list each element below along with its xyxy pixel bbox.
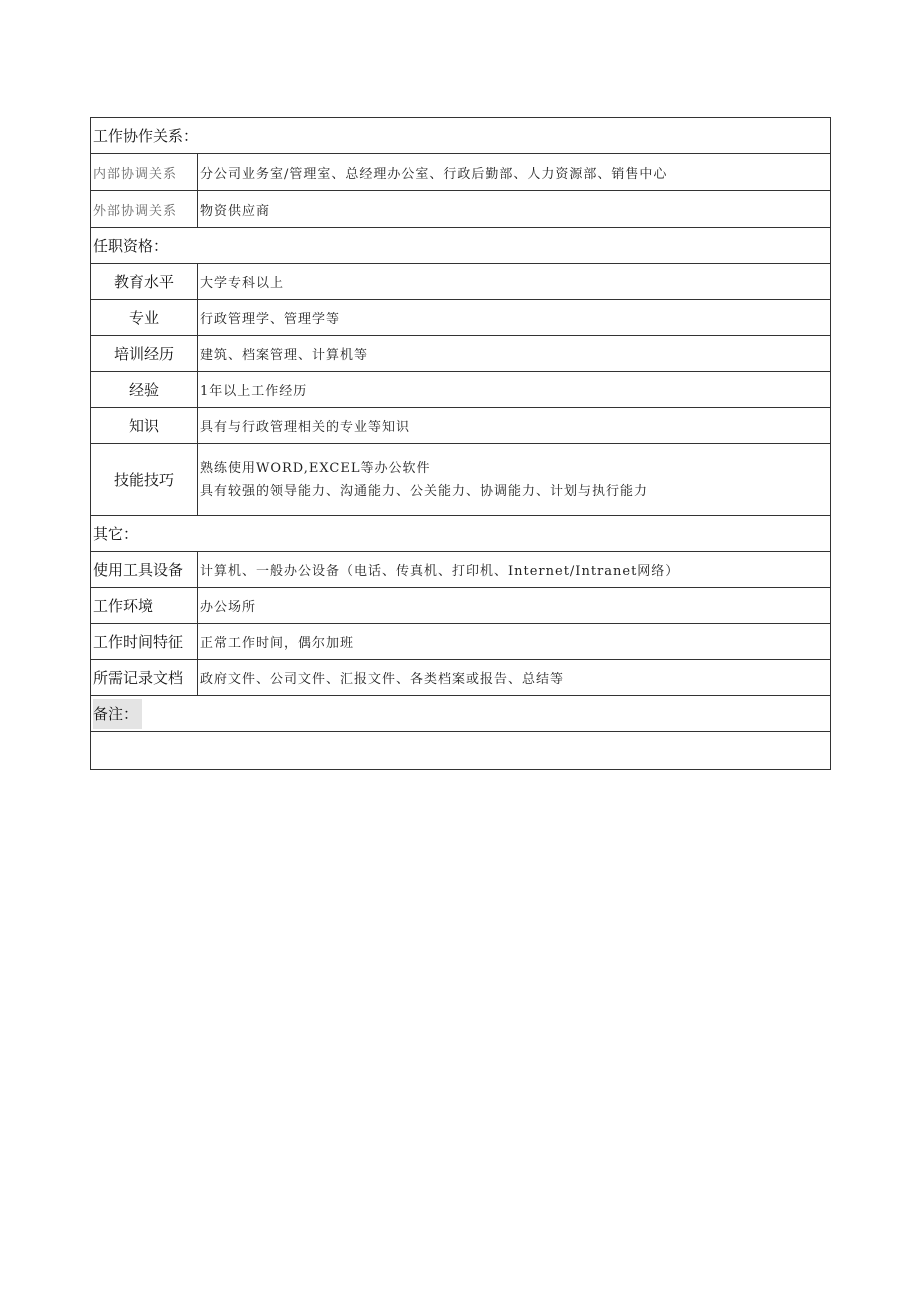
row-value-environment: 办公场所 bbox=[198, 588, 831, 624]
remarks-content-row bbox=[91, 732, 831, 770]
row-value-skills bbox=[198, 444, 831, 516]
row-label-environment: 工作环境 bbox=[91, 588, 198, 624]
skills-line: 熟练使用WORD,EXCEL等办公软件 bbox=[200, 460, 431, 476]
row-value-training: 建筑、档案管理、计算机等 bbox=[198, 336, 831, 372]
section-row-collaboration bbox=[91, 118, 831, 154]
table-row bbox=[91, 552, 831, 588]
row-value-knowledge: 具有与行政管理相关的专业等知识 bbox=[198, 408, 831, 444]
table-row bbox=[91, 588, 831, 624]
table-row bbox=[91, 264, 831, 300]
job-description-table bbox=[90, 117, 831, 770]
row-label-documents: 所需记录文档 bbox=[91, 660, 198, 696]
row-value-major: 行政管理学、管理学等 bbox=[198, 300, 831, 336]
row-label-tools: 使用工具设备 bbox=[91, 552, 198, 588]
section-row-qualifications bbox=[91, 228, 831, 264]
row-value-education: 大学专科以上 bbox=[198, 264, 831, 300]
row-label-knowledge: 知识 bbox=[91, 408, 198, 444]
skills-line: 具有较强的领导能力、沟通能力、公关能力、协调能力、计划与执行能力 bbox=[200, 483, 649, 499]
row-label-training: 培训经历 bbox=[91, 336, 198, 372]
table-row bbox=[91, 624, 831, 660]
section-header-other: 其它： bbox=[91, 516, 831, 552]
table-row bbox=[91, 444, 831, 516]
section-header-remarks bbox=[91, 696, 831, 732]
table-row bbox=[91, 191, 831, 228]
row-label-work-time: 工作时间特征 bbox=[91, 624, 198, 660]
row-value-work-time: 正常工作时间，偶尔加班 bbox=[198, 624, 831, 660]
row-label-education: 教育水平 bbox=[91, 264, 198, 300]
table-row bbox=[91, 660, 831, 696]
table-row bbox=[91, 372, 831, 408]
section-row-remarks bbox=[91, 696, 831, 732]
row-value-internal: 分公司业务室/管理室、总经理办公室、行政后勤部、人力资源部、销售中心 bbox=[198, 154, 831, 191]
remarks-header-text: 备注： bbox=[93, 699, 142, 729]
section-row-other bbox=[91, 516, 831, 552]
row-label-experience: 经验 bbox=[91, 372, 198, 408]
row-value-tools: 计算机、一般办公设备（电话、传真机、打印机、Internet/Intranet网络） bbox=[198, 552, 831, 588]
table-row bbox=[91, 336, 831, 372]
section-header-qualifications: 任职资格： bbox=[91, 228, 831, 264]
table-row bbox=[91, 408, 831, 444]
row-value-external: 物资供应商 bbox=[198, 191, 831, 228]
row-value-experience: 1年以上工作经历 bbox=[198, 372, 831, 408]
row-label-external: 外部协调关系 bbox=[91, 191, 198, 228]
row-label-major: 专业 bbox=[91, 300, 198, 336]
row-value-documents: 政府文件、公司文件、汇报文件、各类档案或报告、总结等 bbox=[198, 660, 831, 696]
row-label-internal: 内部协调关系 bbox=[91, 154, 198, 191]
table-row bbox=[91, 300, 831, 336]
table-row bbox=[91, 154, 831, 191]
remarks-content bbox=[91, 732, 831, 770]
row-label-skills: 技能技巧 bbox=[91, 444, 198, 516]
section-header-collaboration: 工作协作关系： bbox=[91, 118, 831, 154]
